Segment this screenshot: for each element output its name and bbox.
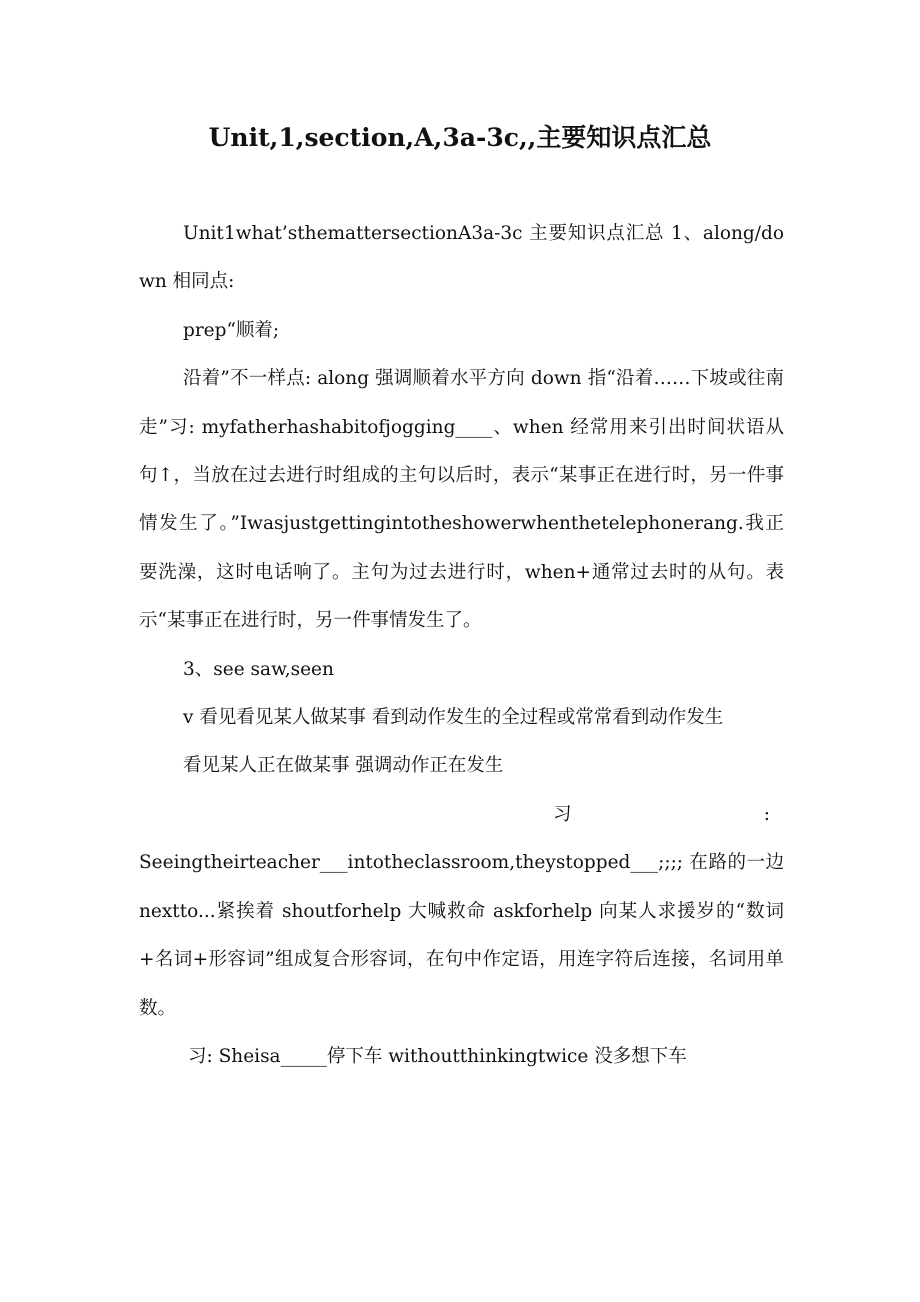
paragraph-prep: prep“顺着; [183,319,280,341]
exercise-label: 习 [553,803,572,825]
paragraph-along-down: 沿着”不一样点: along 强调顺着水平方向 down 指“沿着……下坡或往南走”习: myfatherhashabitofjogging____、when 经常用来引出时间状语从句↑，当放在过去进行时组成的主句以后时，表示“某事正在进行时，另一件事情发生了。”Iwasjustgettingintotheshowerwhenthetelephonerang.我正要洗澡，这时电话响了。主句为过去进行时，when+通常过去时的从句。表示“某事正在进行时，另一件事情发生了。 [139,368,784,632]
paragraph-see-doing: 看见某人正在做某事 强调动作正在发生 [183,755,504,777]
document-body [139,210,784,1081]
paragraph-exercise-2: 习: Sheisa_____停下车 withoutthinkingtwice 没多想下车 [188,1045,687,1067]
exercise-label-line [139,791,784,839]
exercise-colon: : [763,803,770,825]
paragraph-exercise: Seeingtheirteacher___intotheclassroom,theystopped___;;;; 在路的一边 nextto...紧挨着 shoutforhelp 大喊救命 askforhelp 向某人求援岁的“数词+名词+形容词”组成复合形容词，在句中作定语，用连字符后连接，名词用单数。 [139,852,784,1019]
document-title: Unit,1,section,A,3a-3c,,主要知识点汇总 [208,123,712,152]
paragraph-see-forms: 3、see saw,seen [183,658,334,680]
paragraph-intro: Unit1what’sthemattersectionA3a-3c 主要知识点汇总 1、along/down 相同点: [139,223,784,293]
paragraph-see-meaning: v 看见看见某人做某事 看到动作发生的全过程或常常看到动作发生 [183,707,724,729]
